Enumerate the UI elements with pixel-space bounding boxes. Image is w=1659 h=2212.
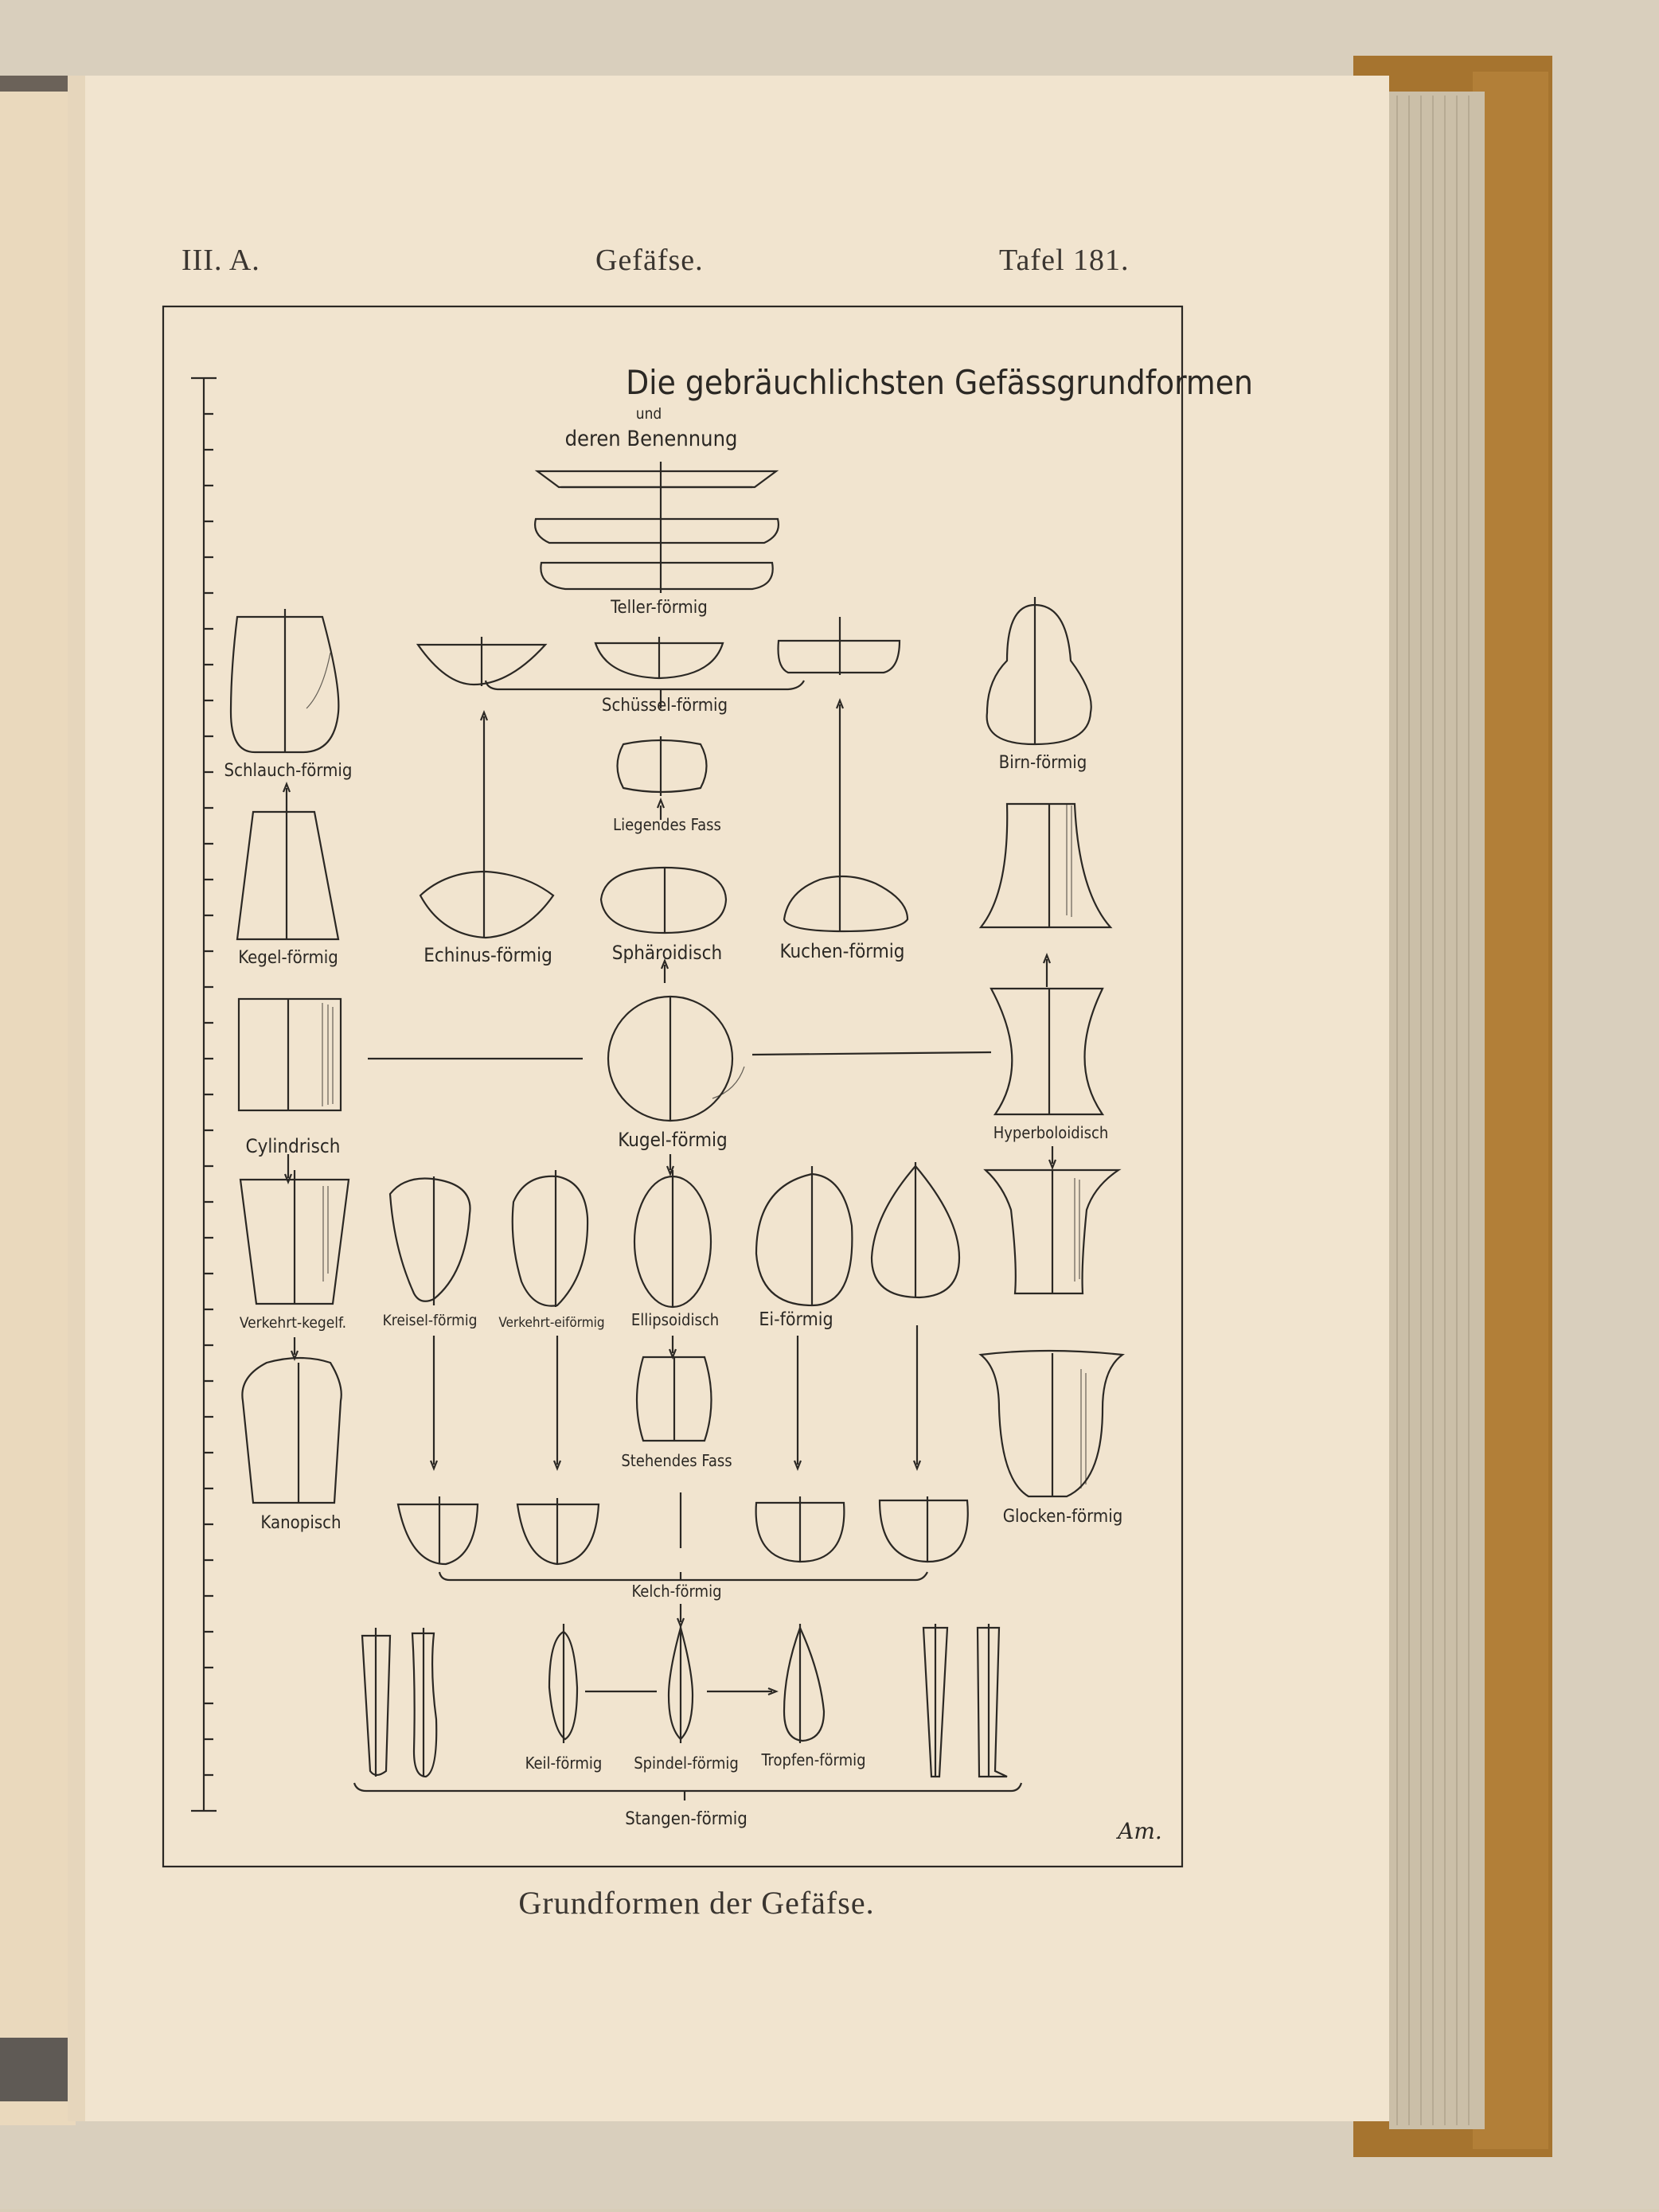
plate-subtitle: deren Benennung (564, 427, 738, 451)
label-glocken: Glocken-förmig (1002, 1507, 1123, 1527)
liegendes-fass-shape (618, 736, 707, 796)
label-echinus: Echinus-förmig (424, 944, 552, 966)
label-keil: Keil-förmig (525, 1754, 603, 1773)
kugel-shape (608, 997, 732, 1121)
trichter-shape (986, 1170, 1118, 1293)
birn-shape (987, 597, 1091, 744)
label-kegel: Kegel-förmig (238, 948, 338, 968)
header-plate-number: Tafel 181. (999, 244, 1130, 277)
plate-signature: Am. (1118, 1818, 1162, 1844)
ei-shape (756, 1166, 852, 1305)
label-birn: Birn-förmig (998, 753, 1087, 773)
kuchen-shape (784, 868, 908, 931)
kelch-shapes (398, 1496, 968, 1580)
plate-frame (163, 306, 1182, 1867)
label-tropfen: Tropfen-förmig (761, 1750, 866, 1769)
stangen-shapes (354, 1624, 1021, 1800)
kreisel-shape (390, 1176, 470, 1305)
label-kelch: Kelch-förmig (631, 1582, 722, 1601)
verkehrt-ei-shape (513, 1170, 587, 1307)
birn-lower-shape (981, 804, 1111, 927)
header-title: Gefäfse. (595, 244, 704, 277)
label-kugel: Kugel-förmig (618, 1129, 728, 1151)
label-schuessel: Schüssel-förmig (601, 696, 728, 716)
label-kuchen: Kuchen-förmig (779, 940, 905, 962)
label-verkehrt-ei: Verkehrt-eiförmig (498, 1315, 605, 1331)
label-stangen: Stangen-förmig (625, 1809, 748, 1829)
label-cylindrisch: Cylindrisch (245, 1135, 341, 1157)
label-verkehrt-kegel: Verkehrt-kegelf. (239, 1314, 347, 1332)
hyperboloid-shape (991, 989, 1103, 1114)
plate-title: Die gebräuchlichsten Gefässgrundformen (626, 363, 1253, 402)
kegel-shape (237, 804, 338, 939)
verkehrt-kegel-shape (240, 1170, 349, 1304)
label-schlauch: Schlauch-förmig (224, 761, 353, 781)
label-hyperboloidisch: Hyperboloidisch (993, 1123, 1109, 1142)
ellipsoid-shape (634, 1170, 711, 1307)
echinus-shape (420, 868, 553, 938)
figure-caption: Grundformen der Gefäfse. (518, 1885, 875, 1921)
label-stehendes-fass: Stehendes Fass (621, 1451, 732, 1470)
plate-title-und: und (635, 405, 662, 423)
label-sphaeroidisch: Sphäroidisch (611, 942, 723, 964)
label-ei: Ei-förmig (759, 1309, 833, 1330)
label-teller: Teller-förmig (611, 598, 708, 618)
teller-shape (535, 462, 779, 593)
glocken-shape (981, 1351, 1122, 1496)
kanopisch-shape (242, 1358, 341, 1503)
header-section: III. A. (182, 244, 260, 277)
cylinder-shape (239, 999, 341, 1110)
stehendes-fass-shape (637, 1357, 712, 1441)
tropfen-large-shape (872, 1162, 959, 1297)
sphaeroid-shape (601, 868, 726, 933)
label-liegendes-fass: Liegendes Fass (613, 815, 721, 834)
label-kreisel: Kreisel-förmig (382, 1312, 478, 1329)
label-spindel: Spindel-förmig (634, 1754, 739, 1773)
schuessel-shapes (418, 617, 900, 708)
label-ellipsoidisch: Ellipsoidisch (630, 1310, 720, 1329)
label-kanopisch: Kanopisch (260, 1513, 342, 1533)
